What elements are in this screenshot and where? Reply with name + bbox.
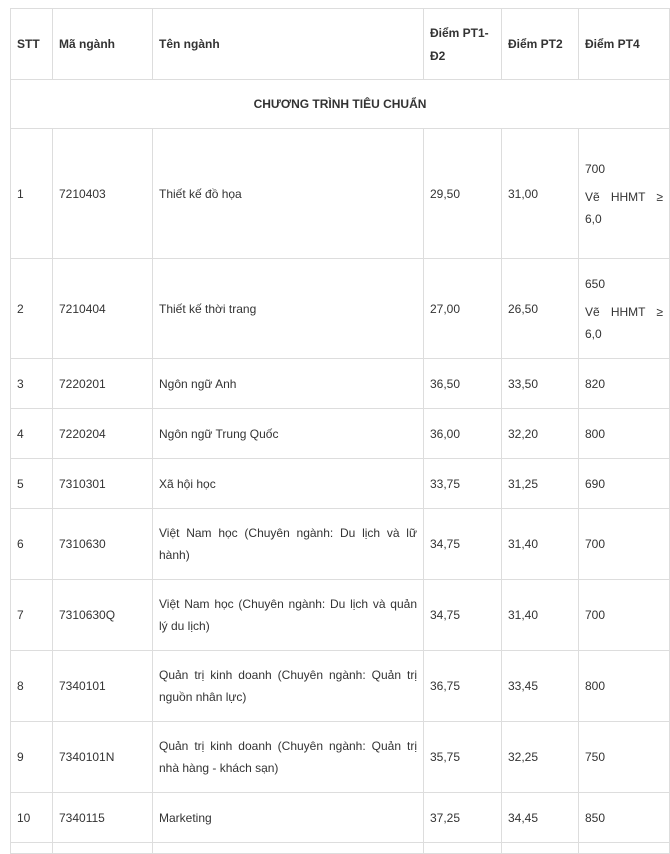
cell-pt1: 27,00 [424,259,502,359]
cell-code: 7210404 [53,259,153,359]
cell-code: 7310630 [53,509,153,580]
cell-pt2: 31,40 [502,509,579,580]
cell-pt2: 31,25 [502,459,579,509]
pt4-note: Vẽ HHMT ≥ 6,0 [585,189,663,226]
table-row [11,722,670,793]
header-pt2: Điểm PT2 [502,9,579,80]
cell-pt2: 31,40 [502,580,579,651]
header-stt: STT [11,9,53,80]
cell-pt4: 700 [579,580,670,651]
pt4-score: 650 [585,276,606,291]
cell-stt: 8 [11,651,53,722]
cell-stt: 6 [11,509,53,580]
cell-empty [153,843,424,854]
cell-pt1: 33,75 [424,459,502,509]
cell-code: 7220201 [53,359,153,409]
cell-name: Xã hội học [153,459,424,509]
table-row [11,793,670,843]
cell-name: Marketing [153,793,424,843]
cell-stt: 2 [11,259,53,359]
cell-pt2: 32,20 [502,409,579,459]
cell-name: Thiết kế đồ họa [153,129,424,259]
admission-scores-table [10,8,670,854]
cell-pt2: 31,00 [502,129,579,259]
header-code: Mã ngành [53,9,153,80]
table-row-partial [11,843,670,854]
cell-pt4: 700 [579,509,670,580]
cell-code: 7210403 [53,129,153,259]
cell-pt2: 33,45 [502,651,579,722]
cell-stt: 10 [11,793,53,843]
cell-stt: 4 [11,409,53,459]
cell-pt2: 33,50 [502,359,579,409]
cell-pt1: 36,50 [424,359,502,409]
cell-empty [53,843,153,854]
cell-code: 7220204 [53,409,153,459]
cell-name: Việt Nam học (Chuyên ngành: Du lịch và quản lý du lịch) [153,580,424,651]
cell-code: 7340115 [53,793,153,843]
cell-pt1: 37,25 [424,793,502,843]
cell-name: Ngôn ngữ Anh [153,359,424,409]
cell-pt1: 34,75 [424,509,502,580]
cell-code: 7310301 [53,459,153,509]
pt4-note: Vẽ HHMT ≥ 6,0 [585,304,663,341]
cell-name: Quản trị kinh doanh (Chuyên ngành: Quản trị nhà hàng - khách sạn) [153,722,424,793]
cell-pt2: 34,45 [502,793,579,843]
cell-pt4: 800 [579,651,670,722]
cell-pt1: 36,00 [424,409,502,459]
cell-pt2: 26,50 [502,259,579,359]
table-row [11,651,670,722]
cell-stt: 1 [11,129,53,259]
cell-pt2: 32,25 [502,722,579,793]
cell-stt: 7 [11,580,53,651]
cell-pt4: 820 [579,359,670,409]
table-row [11,129,670,259]
table-row [11,409,670,459]
cell-empty [579,843,670,854]
cell-name: Thiết kế thời trang [153,259,424,359]
cell-code: 7340101N [53,722,153,793]
header-pt4: Điểm PT4 [579,9,670,80]
cell-pt1: 36,75 [424,651,502,722]
cell-empty [502,843,579,854]
table-row [11,509,670,580]
cell-code: 7340101 [53,651,153,722]
pt4-score: 700 [585,161,606,176]
cell-empty [424,843,502,854]
section-title: CHƯƠNG TRÌNH TIÊU CHUẨN [11,80,670,129]
cell-pt4: 690 [579,459,670,509]
header-name: Tên ngành [153,9,424,80]
table-row [11,359,670,409]
cell-pt1: 35,75 [424,722,502,793]
cell-pt4 [579,129,670,259]
cell-stt: 3 [11,359,53,409]
cell-pt1: 34,75 [424,580,502,651]
cell-name: Quản trị kinh doanh (Chuyên ngành: Quản trị nguồn nhân lực) [153,651,424,722]
table-row [11,459,670,509]
header-pt1: Điểm PT1-Đ2 [424,9,502,80]
cell-name: Việt Nam học (Chuyên ngành: Du lịch và lữ hành) [153,509,424,580]
section-row [11,80,670,129]
cell-pt4 [579,259,670,359]
cell-pt1: 29,50 [424,129,502,259]
cell-name: Ngôn ngữ Trung Quốc [153,409,424,459]
cell-empty [11,843,53,854]
header-row [11,9,670,80]
cell-pt4: 800 [579,409,670,459]
cell-pt4: 750 [579,722,670,793]
cell-stt: 5 [11,459,53,509]
cell-stt: 9 [11,722,53,793]
cell-code: 7310630Q [53,580,153,651]
table-row [11,580,670,651]
cell-pt4: 850 [579,793,670,843]
table-row [11,259,670,359]
